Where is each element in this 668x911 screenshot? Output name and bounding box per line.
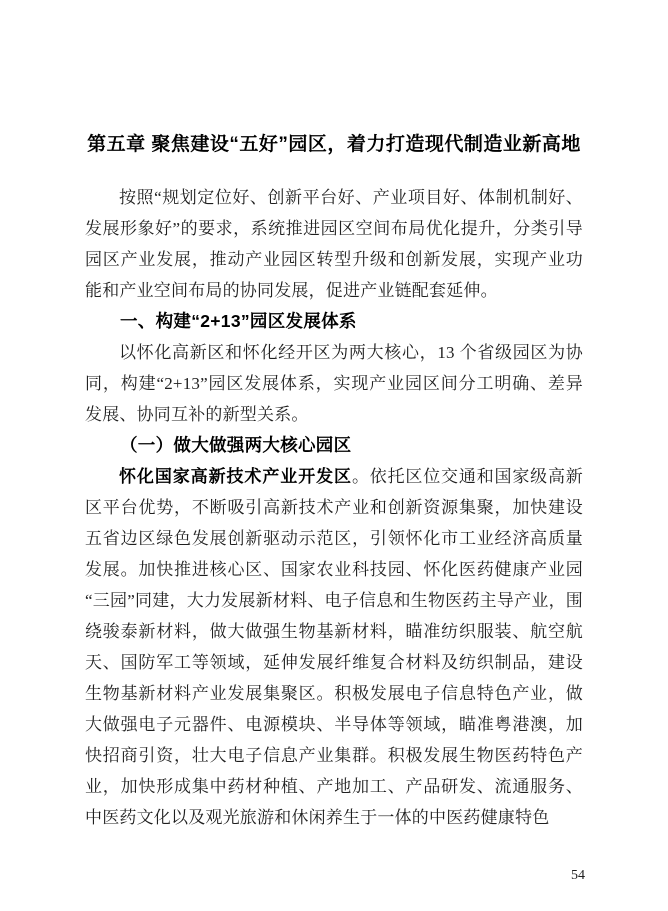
subsection-paragraph-text: 。依托区位交通和国家级高新区平台优势，不断吸引高新技术产业和创新资源集聚，加快建设五省边区绿色发展创新驱动示范区，引领怀化市工业经济高质量发展。加快推进核心区、国家农业科技园、怀化医药健康产业园“三园”同建，大力发展新材料、电子信息和生物医药主导产业，围绕骏泰新材料，做大做强生物基新材料，瞄准纺织服装、航空航天、国防军工等领域，延伸发展纤维复合材料及纺织制品，建设生物基新材料产业发展集聚区。积极发展电子信息特色产业，做大做强电子元器件、电源模块、半导体等领域，瞄准粤港澳，加快招商引资，壮大电子信息产业集群。积极发展生物医药特色产业，加快形成集中药材种植、产地加工、产品研发、流通服务、中医药文化以及观光旅游和休闲养生于一体的中医药健康特色 [85,467,583,827]
subsection-paragraph-bold-lead: 怀化国家高新技术产业开发区 [119,467,352,486]
section-1-paragraph: 以怀化高新区和怀化经开区为两大核心，13 个省级园区为协同，构建“2+13”园区发展体系，实现产业园区间分工明确、差异发展、协同互补的新型关系。 [85,343,583,424]
section-heading-1: 一、构建“2+13”园区发展体系 [120,311,357,331]
intro-paragraph: 按照“规划定位好、创新平台好、产业项目好、体制机制好、发展形象好”的要求，系统推进园区空间布局优化提升，分类引导园区产业发展，推动产业园区转型升级和创新发展，实现产业功能和产业空间布局的协同发展，促进产业链配套延伸。 [85,188,583,300]
subsection-1-1-paragraph [85,461,583,833]
chapter-title: 第五章 聚焦建设“五好”园区，着力打造现代制造业新高地 [87,134,581,155]
document-content [85,131,583,833]
page-number: 54 [571,868,585,883]
subsection-heading-1-1: （一）做大做强两大核心园区 [120,435,352,455]
